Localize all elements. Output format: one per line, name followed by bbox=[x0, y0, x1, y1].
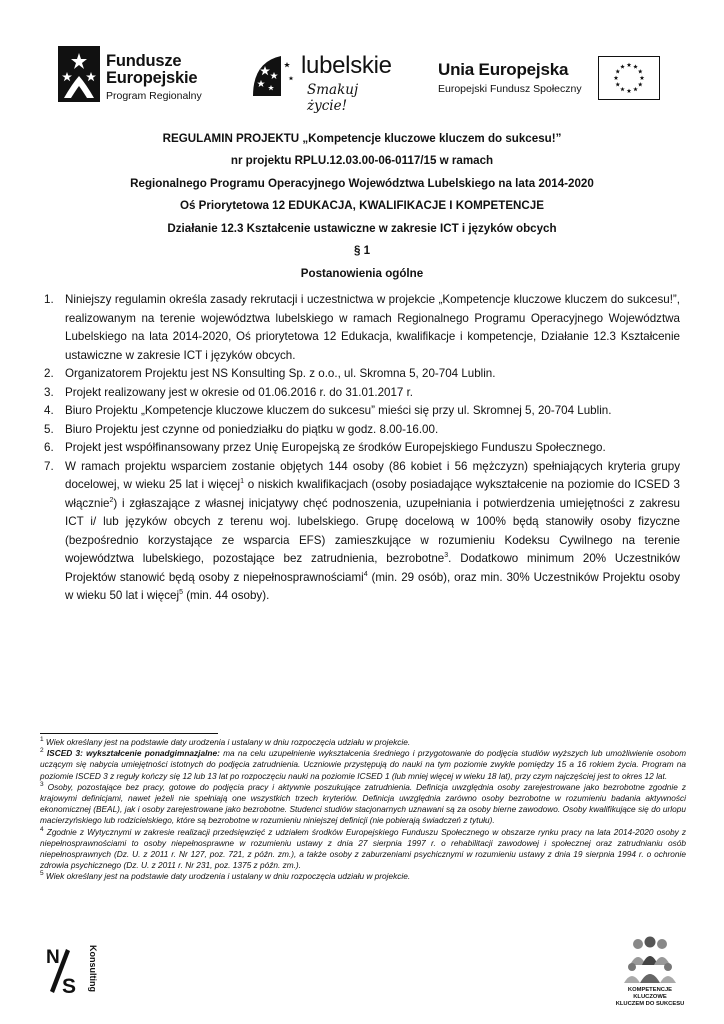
eu-star-icon bbox=[638, 69, 643, 73]
kk-label-line2: KLUCZEM DO SUKCESU bbox=[615, 1001, 685, 1007]
footnote-mark: 1 bbox=[40, 736, 44, 744]
title-line-1: REGULAMIN PROJEKTU „Kompetencje kluczowe kluczem do sukcesu!” bbox=[162, 132, 562, 145]
lubelskie-wordmark: lubelskie bbox=[301, 52, 392, 79]
footnote-mark: 4 bbox=[40, 825, 44, 833]
lubelskie-logo bbox=[247, 52, 397, 114]
eu-star-icon bbox=[615, 69, 620, 73]
footnote-text: Zgodnie z Wytycznymi w zakresie realizacji przedsięwzięć z udziałem środków Europejskiego Funduszu Społecznego w obszarze rynku pracy na lata 2014-2020 osoby z niepełnosprawnościami to osoby niepełnosprawne w rozumieniu ustawy z dnia 27 sierpnia 1997 r. o rehabilitacji zawodowej i społecznej oraz zatrudnianiu osób niepełnosprawnych (Dz. U. z 2011 r. Nr 127, poz. 721, z późn. zm.), a także osoby z zaburzeniami psychicznymi w rozumieniu ustawy z dnia 19 sierpnia 1994 r. o ochronie zdrowia psychicznego (Dz. U. z 2011 r. Nr 231, poz. 1375 z późn. zm.). bbox=[40, 826, 686, 871]
kompetencje-kluczowe-logo bbox=[614, 935, 686, 1005]
item-text: (min. 44 osoby). bbox=[182, 589, 270, 602]
item-text: Organizatorem Projektu jest NS Konsulting Sp. z o.o., ul. Skromna 5, 20-704 Lublin. bbox=[65, 367, 496, 380]
eu-star-icon bbox=[640, 76, 645, 80]
provisions-list bbox=[40, 291, 680, 606]
footnote-text: Wiek określany jest na podstawie daty urodzenia i ustalany w dniu rozpoczęcia udziału w projekcie. bbox=[43, 871, 411, 882]
list-item-7 bbox=[40, 458, 680, 606]
footnote-ref[interactable]: 1 bbox=[240, 478, 244, 486]
footnote-ref[interactable]: 5 bbox=[179, 589, 183, 597]
list-item bbox=[40, 439, 680, 458]
ue-title: Unia Europejska bbox=[438, 60, 569, 79]
kk-label-line1: KOMPETENCJE KLUCZOWE bbox=[627, 987, 673, 1000]
footnote-ref[interactable]: 3 bbox=[444, 552, 449, 560]
footnote-mark: 2 bbox=[40, 747, 44, 755]
nsk-letter-n: N bbox=[46, 947, 60, 968]
title-line-2: nr projektu RPLU.12.03.00-06-0117/15 w ramach bbox=[230, 154, 494, 168]
lubelskie-stars-icon bbox=[247, 52, 299, 102]
footnote-ref[interactable]: 4 bbox=[363, 570, 368, 578]
nsk-word: Konsulting bbox=[88, 945, 98, 992]
footnote-4 bbox=[40, 827, 686, 872]
footnote-lead: ISCED 3: wykształcenie ponadgimnazjalne: bbox=[43, 748, 220, 759]
item-number: 3. bbox=[44, 385, 54, 399]
eu-star-icon bbox=[614, 76, 619, 80]
fe-logo-line2: Europejskie bbox=[106, 69, 198, 87]
item-number: 6. bbox=[44, 441, 54, 454]
footnote-text: Osoby, pozostające bez pracy, gotowe do podjęcia pracy i aktywnie poszukujące zatrudnienia. Definicja uwzględnia osoby zarejestrowane jako bezrobotne zgodnie z krajowymi definicjami, nawet jeżeli nie spełniają one wszystkich trzech kryteriów. Definicja uwzględnia zarówno osoby bezrobotne w rozumieniu badania aktywności ekonomicznej (BEAL), jak i osoby zarejestrowane jako bezrobotne. Studenci studiów stacjonarnych uznawani są za osoby bierne zawodowo. Osoby kwalifikujące się do urlopu macierzyńskiego lub rodzicielskiego, które są bezrobotne w rozumieniu niniejszej definicji (nie pobierają świadczeń z tytułu). bbox=[40, 781, 686, 826]
item-number: 1. bbox=[44, 293, 54, 306]
section-title: Postanowienia ogólne bbox=[300, 267, 424, 281]
section-number: § 1 bbox=[353, 243, 371, 257]
fe-star-mark-icon bbox=[58, 46, 100, 102]
footnote-text: ma na celu uzupełnienie wykształcenia średniego i przygotowanie do podjęcia studiów wyższych lub umożliwienie osobom uczącym się nabycia umiejętności istotnych do podjęcia zatrudnienia. Uczniowie przystępują do nauki na tym poziomie zwykle pomiędzy 15 a 16 rokiem życia. Program na poziomie ISCED 3 z reguły kończy się 12 lub 13 lat po rozpoczęciu nauki na poziomie ICSED 1 (lub mniej więcej w wieku 18 lat), przy czym najczęściej jest to okres 12 lat. bbox=[40, 748, 686, 781]
item-text: ) i zgłaszające z własnej inicjatywy chęć podnoszenia, uzupełniania i potwierdzenia umiejętności z zakresu ICT i/ lub języków obcych z terenu woj. lubelskiego. Grupę docelową w 100% będą stanowiły osoby fizyczne (bezpośrednio korzystające ze wsparcia EFS) zamieszkujące w rozumieniu Kodeksu Cywilnego na terenie województwa lubelskiego, pozostające bez zatrudnienia, bezrobotne bbox=[65, 496, 680, 565]
unia-europejska-text bbox=[438, 60, 588, 95]
ns-konsulting-logo bbox=[44, 943, 96, 997]
eu-star-icon bbox=[627, 63, 632, 67]
fe-logo-line3: Program Regionalny bbox=[106, 90, 202, 102]
eu-star-icon bbox=[620, 64, 625, 68]
item-number: 2. bbox=[44, 367, 54, 380]
item-text: (min. 29 osób), oraz min. 30% Uczestników Projektu osoby w wieku 50 lat i więcej bbox=[65, 570, 681, 602]
eu-star-icon bbox=[633, 64, 638, 68]
item-text: o niskich kwalifikacjach (osoby posiadające wykształcenie na poziomie do ICSED 3 włącznie bbox=[65, 478, 680, 510]
eu-star-icon bbox=[627, 89, 632, 93]
item-number: 7. bbox=[44, 459, 54, 473]
footnote-2 bbox=[40, 748, 686, 782]
eu-star-icon bbox=[615, 82, 620, 86]
footnote-mark: 3 bbox=[40, 781, 44, 789]
item-text: . Dodatkowo minimum 20% Uczestników Projektów stanowić będą osoby z niepełnosprawnościami bbox=[65, 552, 680, 584]
item-text: Niniejszy regulamin określa zasady rekrutacji i uczestnictwa w projekcie „Kompetencje kluczowe kluczem do sukcesu!”, realizowanym na terenie województwa lubelskiego w ramach Regionalnego Programu Operacyjnego Województwa Lubelskiego na lata 2014-2020, Oś priorytetowa 12 Edukacja, kwalifikacje i kompetencje, Działanie 12.3 Kształcenie ustawiczne w zakresie ICT i języków obcych. bbox=[65, 293, 680, 362]
lubelskie-slogan: Smakuj życie! bbox=[307, 82, 359, 114]
ue-subtitle: Europejski Fundusz Społeczny bbox=[438, 83, 582, 95]
list-item bbox=[40, 365, 680, 384]
list-item bbox=[40, 384, 680, 403]
title-line-4: Oś Priorytetowa 12 EDUKACJA, KWALIFIKACJE I KOMPETENCJE bbox=[180, 199, 544, 213]
item-text: Biuro Projektu „Kompetencje kluczowe kluczem do sukcesu” mieści się przy ul. Skromnej 5, 20-704 Lublin. bbox=[65, 404, 612, 417]
footnotes bbox=[40, 737, 686, 883]
list-item bbox=[40, 421, 680, 440]
header-logos bbox=[0, 40, 724, 114]
eu-star-icon bbox=[620, 87, 625, 91]
footnote-text: Wiek określany jest na podstawie daty urodzenia i ustalany w dniu rozpoczęcia udziału w projekcie. bbox=[43, 737, 411, 747]
document-title-block bbox=[40, 128, 684, 286]
footnote-separator bbox=[40, 733, 218, 734]
list-item bbox=[40, 402, 680, 421]
eu-star-icon bbox=[638, 82, 643, 86]
item-text: Biuro Projektu jest czynne od poniedziałku do piątku w godz. 8.00-16.00. bbox=[65, 422, 439, 436]
title-line-3: Regionalnego Programu Operacyjnego Województwa Lubelskiego na lata 2014-2020 bbox=[130, 176, 594, 190]
footnote-5 bbox=[40, 871, 686, 882]
fe-logo-line1: Fundusze bbox=[106, 52, 182, 70]
eu-flag-icon bbox=[598, 56, 660, 100]
item-number: 5. bbox=[44, 422, 54, 436]
kk-people-icon bbox=[620, 935, 680, 985]
item-number: 4. bbox=[44, 404, 54, 417]
list-item bbox=[40, 291, 680, 365]
item-text: Projekt realizowany jest w okresie od 01.06.2016 r. do 31.01.2017 r. bbox=[65, 385, 414, 399]
nsk-letter-s: S bbox=[62, 975, 77, 998]
item-text: Projekt jest współfinansowany przez Unię Europejską ze środków Europejskiego Funduszu Społecznego. bbox=[65, 441, 606, 454]
item-text: W ramach projektu wsparciem zostanie objętych 144 osoby (86 kobiet i 56 mężczyzn) spełniających kryteria grupy docelowej, w wieku 25 lat i więcej bbox=[65, 459, 680, 491]
footnote-mark: 5 bbox=[40, 870, 44, 878]
footnote-3 bbox=[40, 782, 686, 827]
footnote-1 bbox=[40, 737, 686, 748]
eu-star-icon bbox=[633, 87, 638, 91]
title-line-5: Działanie 12.3 Kształcenie ustawiczne w zakresie ICT i języków obcych bbox=[167, 221, 557, 235]
fundusze-europejskie-logo bbox=[58, 46, 218, 106]
footnote-ref[interactable]: 2 bbox=[109, 496, 114, 504]
